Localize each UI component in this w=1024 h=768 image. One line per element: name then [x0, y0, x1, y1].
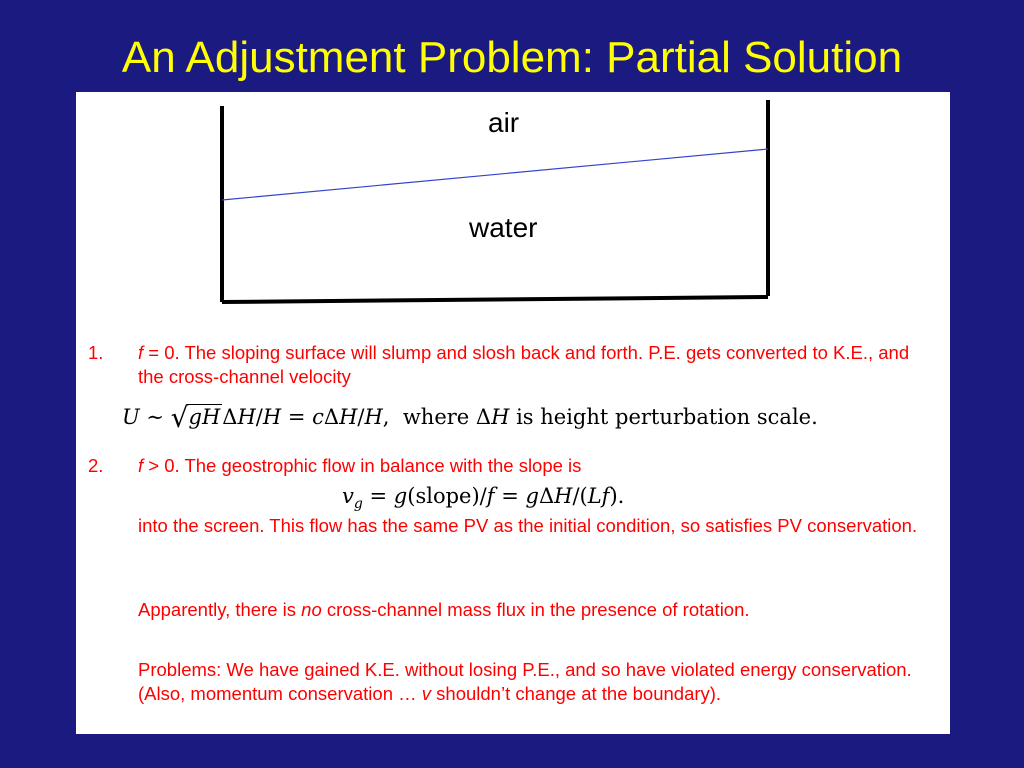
- sloping-water-surface: [222, 149, 768, 200]
- paragraph-problems: Problems: We have gained K.E. without losing P.E., and so have violated energy conservation. (Also, momentum conservation … v shouldn’t change at the boundary).: [138, 659, 912, 704]
- content-panel: [76, 92, 950, 734]
- equation-geostrophic-velocity: $v_g$ = g(slope)/f = gΔH/(Lf).: [342, 484, 625, 513]
- item-1-text: f = 0. The sloping surface will slump and slosh back and forth. P.E. gets converted to K.E., and the cross-channel velocity: [138, 342, 910, 387]
- slide-title: An Adjustment Problem: Partial Solution: [121, 33, 903, 82]
- equation-velocity-scale: U ∼ √gHΔH/H = cΔH/H, where ΔH is height perturbation scale.: [122, 401, 818, 434]
- paragraph-apparently: Apparently, there is no cross-channel mass flux in the presence of rotation.: [138, 599, 750, 620]
- air-label: air: [488, 107, 520, 138]
- item-2-number: 2.: [88, 455, 104, 476]
- item-1-number: 1.: [88, 342, 104, 363]
- item-2-text: f > 0. The geostrophic flow in balance with the slope is: [138, 455, 582, 476]
- item-2-continuation: into the screen. This flow has the same PV as the initial condition, so satisfies PV conservation.: [138, 515, 918, 536]
- channel-bottom: [222, 297, 768, 302]
- water-label: water: [469, 212, 538, 243]
